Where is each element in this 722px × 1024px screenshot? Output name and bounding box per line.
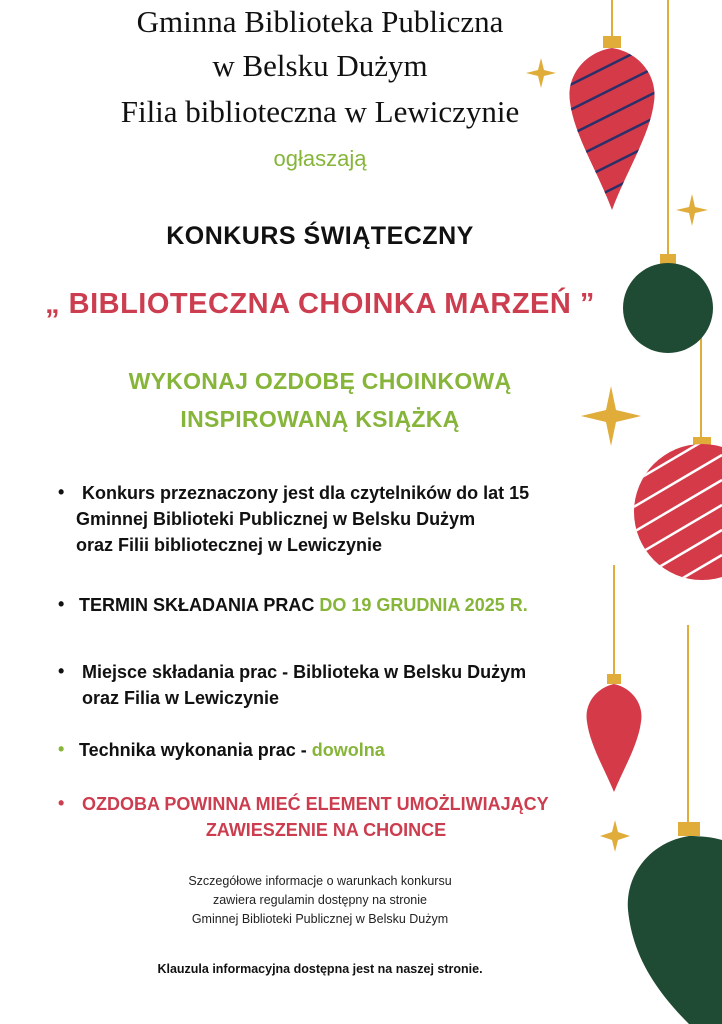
red-teardrop-ornament-small xyxy=(587,674,642,792)
bullet-dot: • xyxy=(58,739,65,759)
deadline-value: DO 19 GRUDNIA 2025 R. xyxy=(319,595,528,615)
header-line-branch: Filia biblioteczna w Lewiczynie xyxy=(120,94,520,129)
bullet-dot: • xyxy=(58,594,65,614)
bullet-dot: • xyxy=(58,482,65,502)
bullet-location-line-1: Miejsce składania prac - Biblioteka w Belsku Dużym xyxy=(82,662,527,682)
bullet-eligibility-line-3: oraz Filii bibliotecznej w Lewiczynie xyxy=(76,535,383,555)
deadline-label: TERMIN SKŁADANIA PRAC xyxy=(79,595,320,615)
task-line-2: INSPIROWANĄ KSIĄŻKĄ xyxy=(180,406,460,432)
technique-value: dowolna xyxy=(311,740,385,760)
contest-title: „ BIBLIOTECZNA CHOINKA MARZEŃ ” xyxy=(45,288,595,320)
red-striped-ball-ornament xyxy=(620,430,722,615)
bullet-dot: • xyxy=(58,793,65,813)
footer-privacy-note: Klauzula informacyjna dostępna jest na naszej stronie. xyxy=(157,962,483,976)
bullet-deadline xyxy=(79,595,528,616)
bullet-hanging-requirement-line-1: OZDOBA POWINNA MIEĆ ELEMENT UMOŻLIWIAJĄCY xyxy=(82,794,549,814)
header-line-library-name: Gminna Biblioteka Publiczna xyxy=(136,4,504,39)
bullet-location-line-2: oraz Filia w Lewiczynie xyxy=(82,688,280,708)
star-icon xyxy=(676,194,708,226)
info-line-1: Szczegółowe informacje o warunkach konkursu xyxy=(188,874,452,888)
header-line-location: w Belsku Dużym xyxy=(212,48,428,83)
bullet-technique xyxy=(79,740,385,761)
contest-label: KONKURS ŚWIĄTECZNY xyxy=(166,222,474,250)
bullet-eligibility-line-1: Konkurs przeznaczony jest dla czytelników do lat 15 xyxy=(82,483,530,503)
info-line-2: zawiera regulamin dostępny na stronie xyxy=(212,893,427,907)
green-teardrop-ornament-bottom xyxy=(628,822,722,1024)
info-line-3: Gminnej Biblioteki Publicznej w Belsku Dużym xyxy=(191,912,449,926)
bullet-eligibility-line-2: Gminnej Biblioteki Publicznej w Belsku Dużym xyxy=(76,509,476,529)
bullet-dot: • xyxy=(58,661,65,681)
announce-text: ogłaszają xyxy=(273,146,367,171)
technique-label: Technika wykonania prac - xyxy=(79,740,312,760)
task-line-1: WYKONAJ OZDOBĘ CHOINKOWĄ xyxy=(128,368,512,394)
bullet-hanging-requirement-line-2: ZAWIESZENIE NA CHOINCE xyxy=(205,820,447,840)
